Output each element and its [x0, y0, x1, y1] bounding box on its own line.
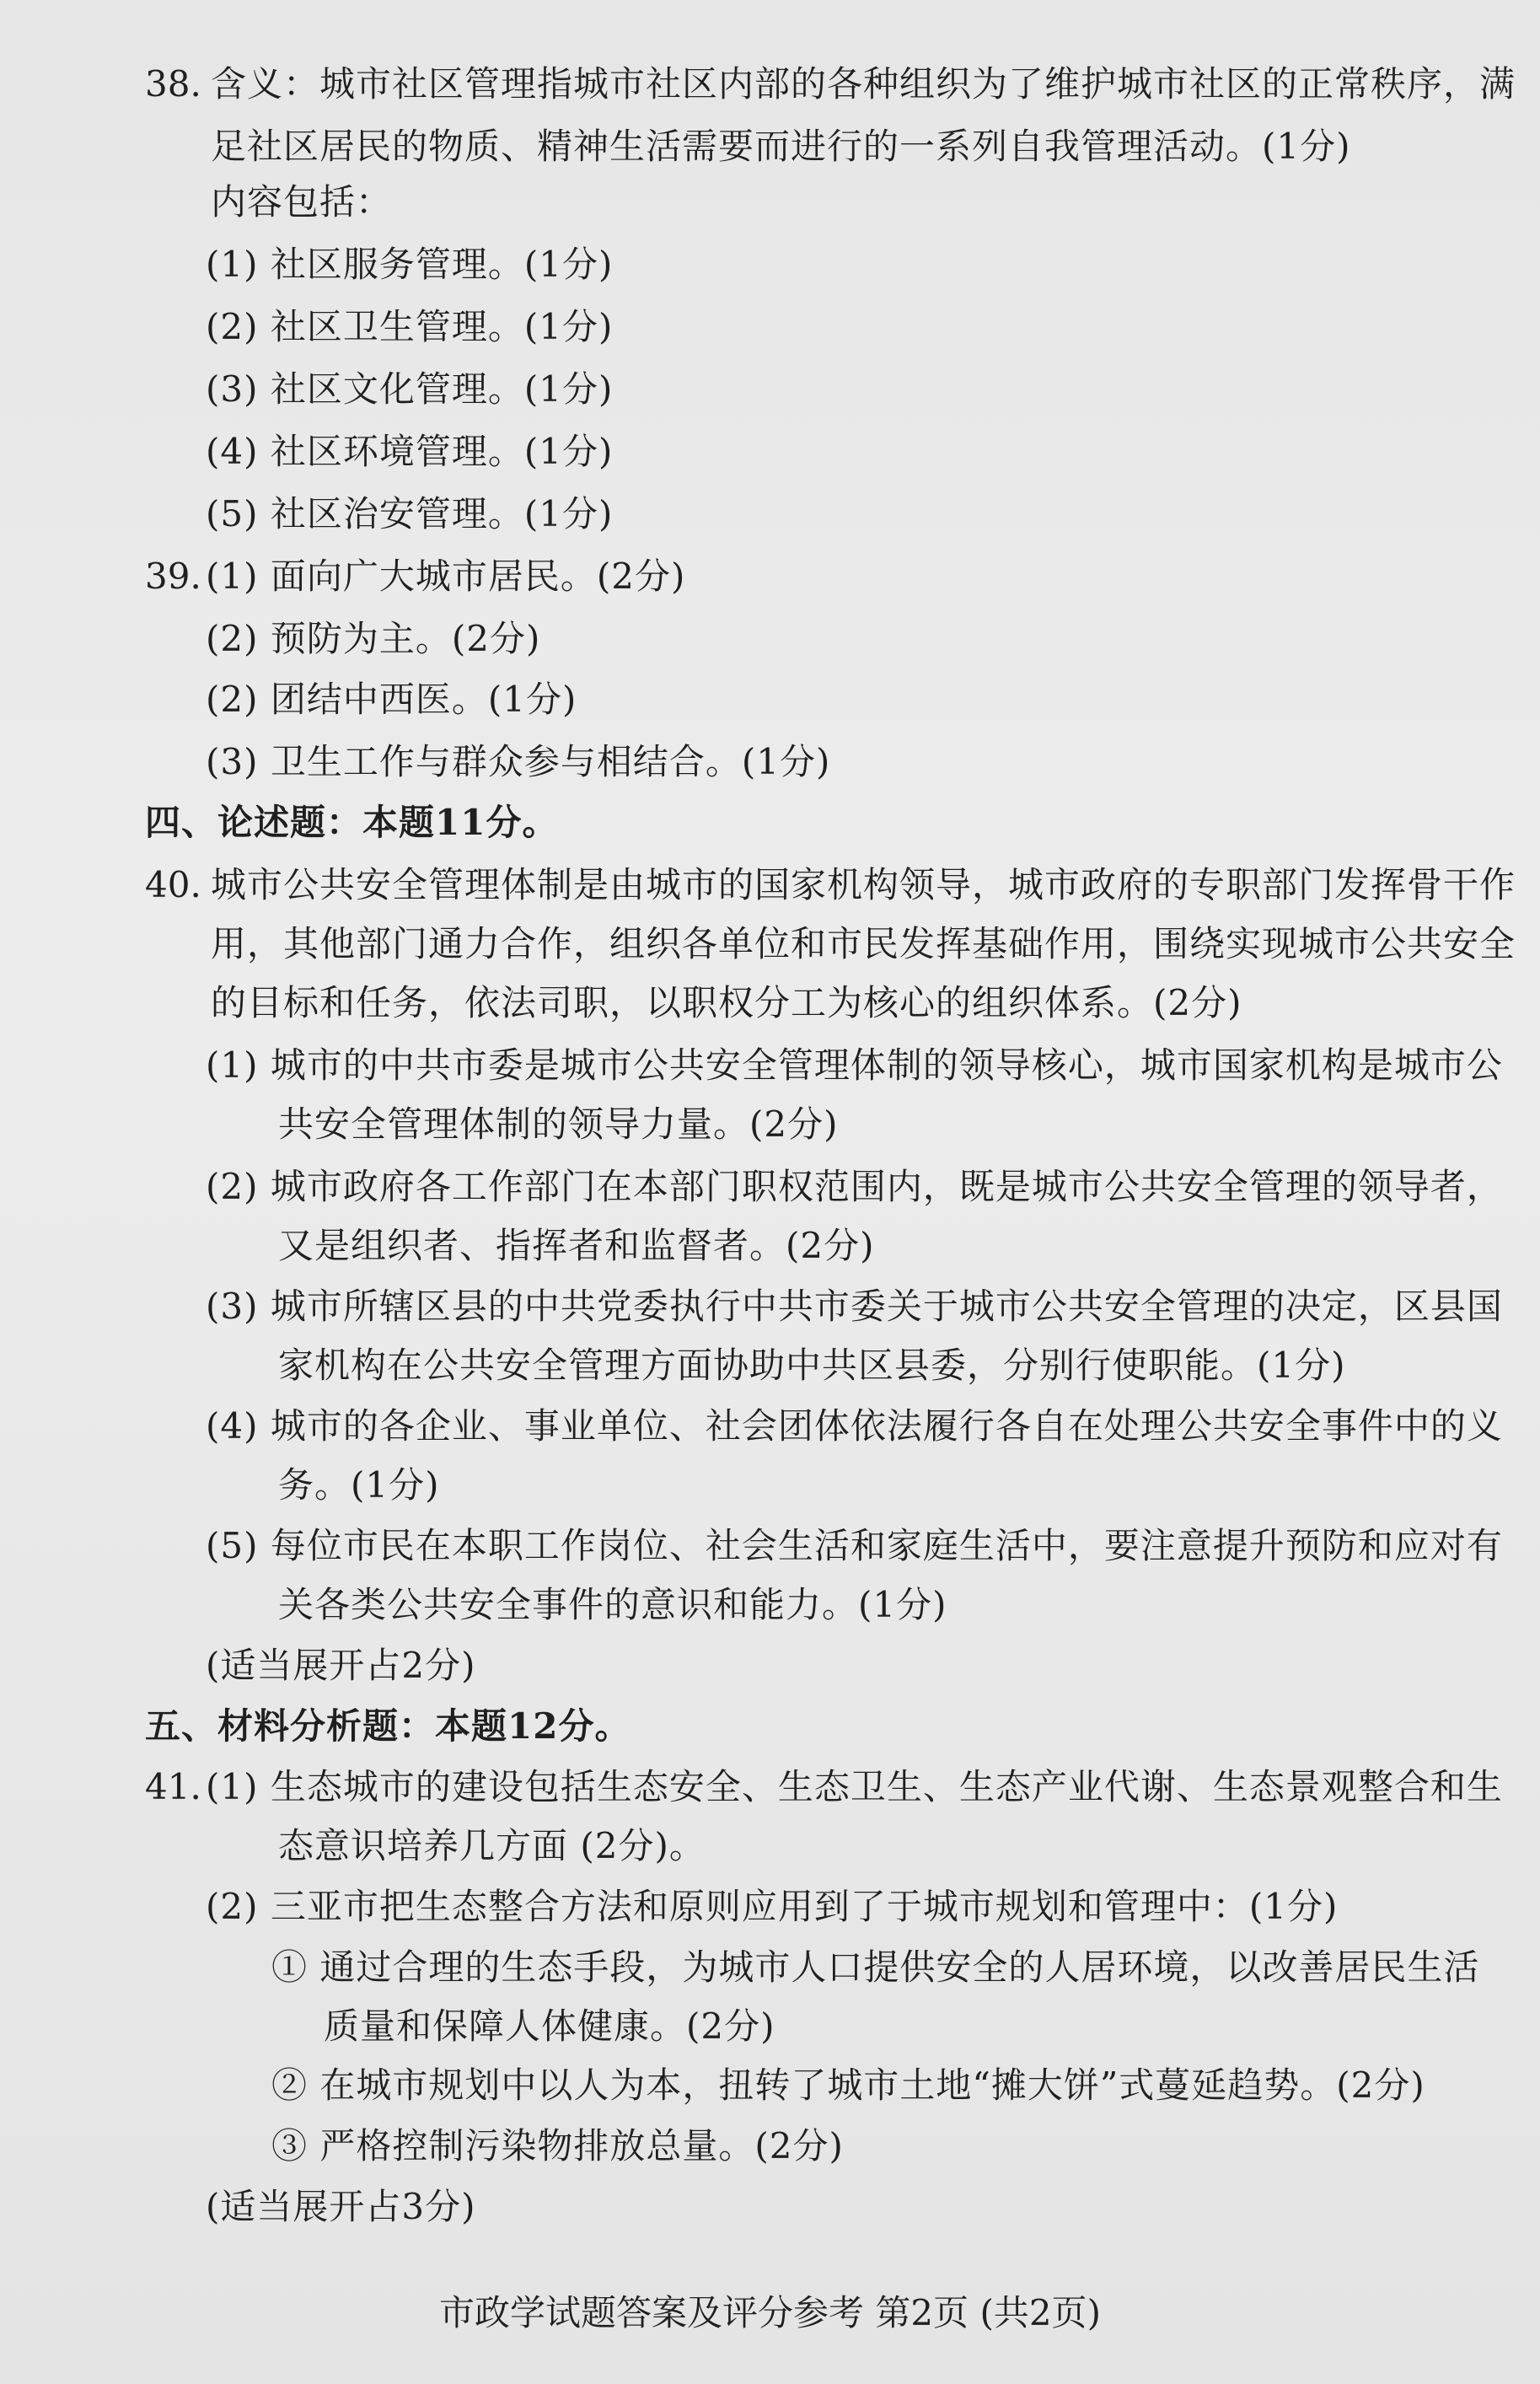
q40-line-2: 用，其他部门通力合作，组织各单位和市民发挥基础作用，围绕实现城市公共安全 — [211, 923, 1516, 964]
q40-line-1: 城市公共安全管理体制是由城市的国家机构领导，城市政府的专职部门发挥骨干作 — [211, 864, 1516, 905]
q40-item-5-line-1: (5) 每位市民在本职工作岗位、社会生活和家庭生活中，要注意提升预防和应对有 — [206, 1525, 1503, 1566]
q40-note: (适当展开占2分) — [206, 1645, 476, 1686]
q38-number: 38. — [145, 63, 201, 105]
q41-subitem-2: ② 在城市规划中以人为本，扭转了城市土地“摊大饼”式蔓延趋势。(2分) — [271, 2065, 1425, 2106]
q40-item-1-line-2: 共安全管理体制的领导力量。(2分) — [278, 1103, 839, 1145]
page-footer: 市政学试题答案及评分参考 第2页 (共2页) — [439, 2292, 1101, 2333]
q40-item-4-line-2: 务。(1分) — [278, 1464, 440, 1506]
q41-number: 41. — [145, 1766, 201, 1807]
q40-number: 40. — [145, 864, 201, 905]
q39-item-4: (3) 卫生工作与群众参与相结合。(1分) — [206, 741, 831, 782]
q38-item-3: (3) 社区文化管理。(1分) — [206, 368, 614, 410]
q41-subitem-3: ③ 严格控制污染物排放总量。(2分) — [271, 2125, 844, 2167]
q40-item-3-line-2: 家机构在公共安全管理方面协助中共区县委，分别行使职能。(1分) — [278, 1345, 1346, 1386]
q41-subitem-1-line-1: ① 通过合理的生态手段，为城市人口提供安全的人居环境，以改善居民生活 — [271, 1946, 1480, 1988]
q41-subitem-1-line-2: 质量和保障人体健康。(2分) — [324, 2005, 775, 2047]
q39-number: 39. — [145, 556, 201, 597]
q40-line-3: 的目标和任务，依法司职，以职权分工为核心的组织体系。(2分) — [211, 982, 1242, 1023]
q40-item-2-line-2: 又是组织者、指挥者和监督者。(2分) — [278, 1225, 875, 1266]
q38-item-5: (5) 社区治安管理。(1分) — [206, 493, 614, 534]
q39-item-2: (2) 预防为主。(2分) — [206, 618, 541, 659]
q38-line-3: 内容包括： — [211, 181, 393, 223]
q40-item-4-line-1: (4) 城市的各企业、事业单位、社会团体依法履行各自在处理公共安全事件中的义 — [206, 1405, 1503, 1447]
q41-item-1-line-2: 态意识培养几方面 (2分)。 — [278, 1825, 706, 1866]
q38-item-4: (4) 社区环境管理。(1分) — [206, 431, 614, 472]
q41-item-2: (2) 三亚市把生态整合方法和原则应用到了于城市规划和管理中：(1分) — [206, 1886, 1339, 1927]
q38-item-1: (1) 社区服务管理。(1分) — [206, 244, 614, 285]
q40-item-1-line-1: (1) 城市的中共市委是城市公共安全管理体制的领导核心，城市国家机构是城市公 — [206, 1044, 1503, 1086]
section-5-heading: 五、材料分析题：本题12分。 — [145, 1705, 631, 1747]
q38-item-2: (2) 社区卫生管理。(1分) — [206, 306, 614, 347]
q39-item-1: (1) 面向广大城市居民。(2分) — [206, 556, 686, 597]
q38-line-1: 含义：城市社区管理指城市社区内部的各种组织为了维护城市社区的正常秩序，满 — [211, 63, 1516, 105]
q39-item-3: (2) 团结中西医。(1分) — [206, 679, 577, 720]
section-4-heading: 四、论述题：本题11分。 — [145, 802, 559, 843]
q38-line-2: 足社区居民的物质、精神生活需要而进行的一系列自我管理活动。(1分) — [211, 126, 1351, 167]
q40-item-2-line-1: (2) 城市政府各工作部门在本部门职权范围内，既是城市公共安全管理的领导者， — [206, 1166, 1503, 1207]
q40-item-5-line-2: 关各类公共安全事件的意识和能力。(1分) — [278, 1584, 947, 1625]
q41-note: (适当展开占3分) — [206, 2186, 476, 2227]
q41-item-1-line-1: (1) 生态城市的建设包括生态安全、生态卫生、生态产业代谢、生态景观整合和生 — [206, 1766, 1503, 1807]
q40-item-3-line-1: (3) 城市所辖区县的中共党委执行中共市委关于城市公共安全管理的决定，区县国 — [206, 1286, 1503, 1327]
